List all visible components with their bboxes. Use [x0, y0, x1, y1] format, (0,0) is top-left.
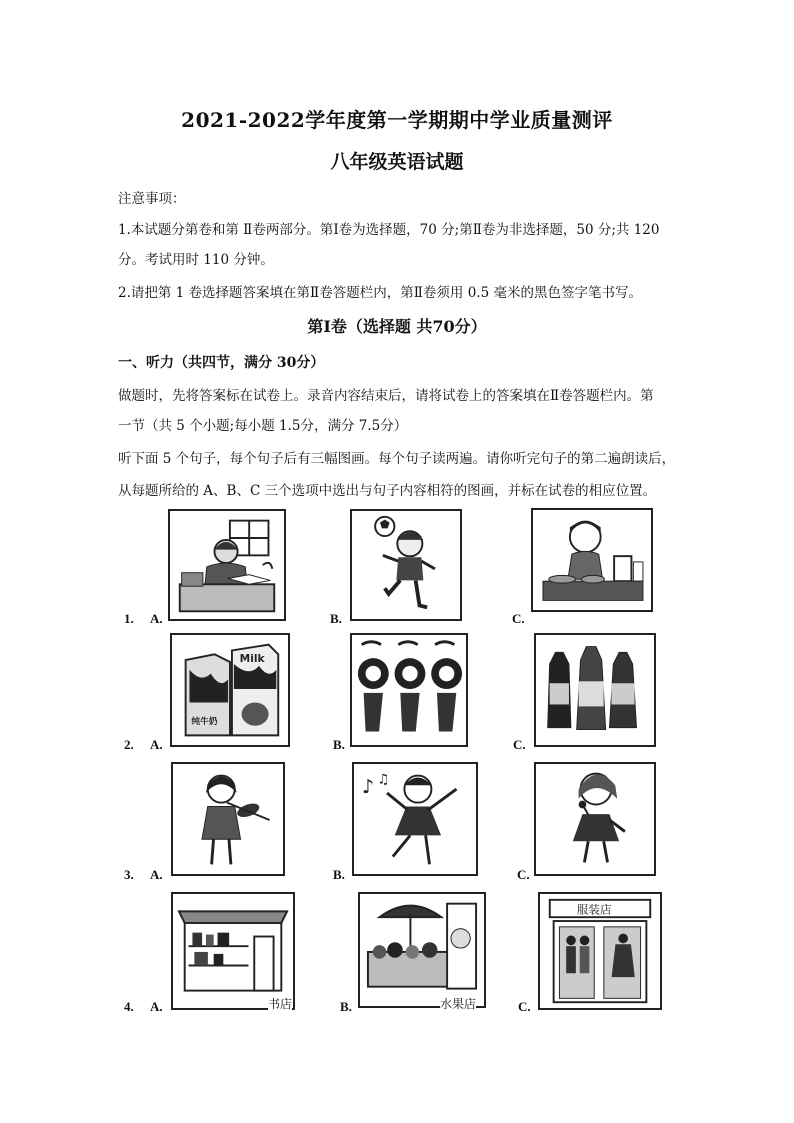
- clothing-store-caption: 服装店: [576, 902, 612, 917]
- instruction-line-4: 从每题所给的 A、B、C 三个选项中选出与句子内容相符的图画，并标在试卷的相应位置。: [118, 483, 657, 499]
- question-number: 1.: [124, 611, 134, 626]
- option-label-a: A.: [150, 611, 163, 626]
- fruit-store-caption: 水果店: [440, 997, 477, 1011]
- milk-label: Milk: [239, 652, 265, 666]
- option-label-c: C.: [518, 999, 531, 1014]
- picture-boy-soccer[interactable]: [350, 509, 462, 621]
- part-heading: 一、听力（共四节，满分 30分）: [118, 355, 325, 371]
- section-title: 第Ⅰ卷（选择题 共70分）: [307, 317, 487, 336]
- option-label-a: A.: [150, 737, 163, 752]
- instruction-line-2: 一节（共 5 个小题;每小题 1.5分，满分 7.5分）: [118, 418, 408, 434]
- question-number: 2.: [124, 737, 134, 752]
- milk-cn-label: 纯牛奶: [191, 716, 218, 727]
- question-number: 3.: [124, 867, 134, 882]
- picture-bookstore[interactable]: [171, 892, 295, 1010]
- question-number: 4.: [124, 999, 134, 1014]
- svg-text:♪: ♪: [361, 774, 375, 798]
- picture-drink-bottles[interactable]: [534, 633, 656, 747]
- notes-heading: 注意事项：: [118, 191, 186, 207]
- option-label-b: B.: [333, 737, 345, 752]
- notes-line-3: 2.请把第 1 卷选择题答案填在第Ⅱ卷答题栏内，第Ⅱ卷须用 0.5 毫米的黑色签字笔书写。: [118, 285, 642, 301]
- instruction-line-1: 做题时，先将答案标在试卷上。录音内容结束后，请将试卷上的答案填在Ⅱ卷答题栏内。第: [118, 388, 654, 404]
- option-label-a: A.: [150, 867, 163, 882]
- option-label-a: A.: [150, 999, 163, 1014]
- picture-milk-cartons[interactable]: [170, 633, 290, 747]
- svg-text:♫: ♫: [377, 771, 390, 788]
- exam-subtitle: 八年级英语试题: [330, 151, 464, 173]
- bookstore-caption: 书店: [268, 997, 293, 1011]
- notes-line-1: 1.本试题分第卷和第 Ⅱ卷两部分。第Ⅰ卷为选择题，70 分;第Ⅱ卷为非选择题，50 分;共 120: [118, 222, 660, 238]
- exam-title: 2021-2022学年度第一学期期中学业质量测评: [181, 108, 613, 132]
- option-label-b: B.: [340, 999, 352, 1014]
- picture-girl-violin[interactable]: [171, 762, 285, 876]
- option-label-b: B.: [330, 611, 342, 626]
- picture-girl-dancing[interactable]: [352, 762, 478, 876]
- option-label-c: C.: [517, 867, 530, 882]
- picture-student-studying[interactable]: [168, 509, 286, 621]
- notes-line-2: 分。考试用时 110 分钟。: [118, 252, 274, 268]
- picture-fruit-store[interactable]: [358, 892, 486, 1008]
- option-label-c: C.: [512, 611, 525, 626]
- instruction-line-3: 听下面 5 个句子，每个句子后有三幅图画。每个句子读两遍。请你听完句子的第二遍朗读后，: [118, 451, 676, 467]
- picture-boy-eating[interactable]: [531, 508, 653, 612]
- picture-girl-singing[interactable]: [534, 762, 656, 876]
- picture-vegetable-bowls[interactable]: [350, 633, 468, 747]
- option-label-c: C.: [513, 737, 526, 752]
- option-label-b: B.: [333, 867, 345, 882]
- picture-clothing-store[interactable]: [538, 892, 662, 1010]
